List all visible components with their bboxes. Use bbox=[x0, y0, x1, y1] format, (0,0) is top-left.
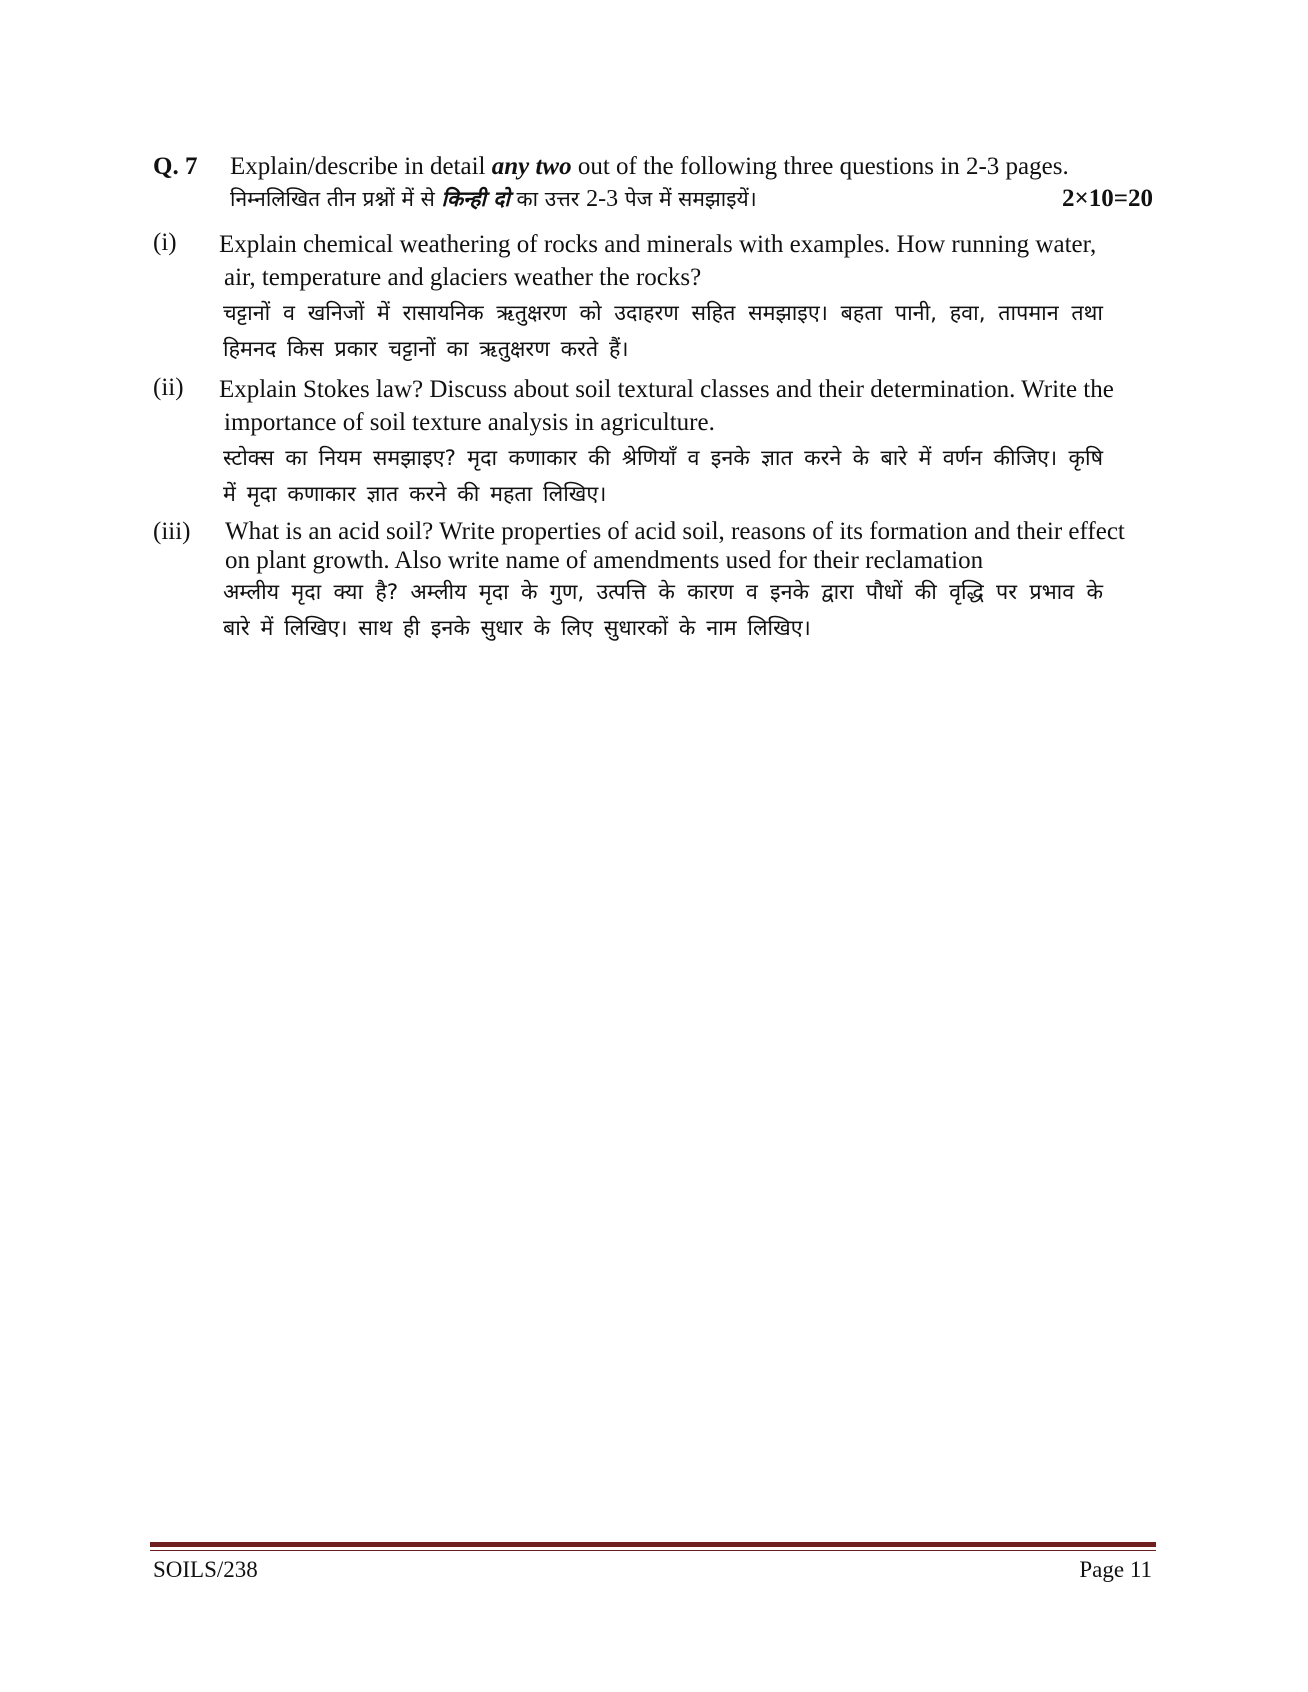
sub-question-hindi: स्टोक्स का नियम समझाइए? मृदा कणाकार की श्रेणियाँ व इनके ज्ञात करने के बारे में वर्णन कीजिए। कृषि में मृदा कणाकार ज्ञात करने की महता लिखिए। bbox=[223, 446, 1103, 507]
instruction-hi-pages: 2-3 bbox=[586, 186, 619, 212]
sub-question-english-line-1: Explain chemical weathering of rocks and minerals with examples. How running water, bbox=[219, 231, 1097, 258]
question-instruction-hindi bbox=[230, 184, 757, 214]
sub-question-english-line-2: importance of soil texture analysis in agriculture. bbox=[224, 409, 715, 436]
sub-question-body bbox=[219, 373, 1154, 513]
sub-question-hindi: अम्लीय मृदा क्या है? अम्लीय मृदा के गुण, उत्पत्ति के कारण व इनके द्वारा पौधों की वृद्धि पर प्रभाव के बारे में लिखिए। साथ ही इनके सुधार के लिए सुधारकों के नाम लिखिए। bbox=[223, 580, 1103, 641]
sub-question-english-line-2: air, temperature and glaciers weather the rocks? bbox=[224, 264, 702, 291]
footer-rule-thick bbox=[150, 1542, 1156, 1547]
marks-allocation: 2×10=20 bbox=[1062, 185, 1153, 212]
instruction-hi-mid: का उत्तर bbox=[509, 187, 587, 211]
instruction-hi-post: पेज में समझाइयें। bbox=[618, 187, 757, 211]
sub-question-body bbox=[219, 228, 1154, 368]
footer-rule-thin bbox=[150, 1550, 1156, 1551]
instruction-en-pre: Explain/describe in detail bbox=[230, 153, 492, 180]
question-instruction-english bbox=[230, 152, 1069, 182]
footer-course-code: SOILS/238 bbox=[153, 1557, 258, 1582]
sub-question-label: (ii) bbox=[153, 374, 184, 401]
instruction-hi-emphasis: किन्ही दो bbox=[441, 187, 510, 211]
sub-question-english-line-2: on plant growth. Also write name of amendments used for their reclamation bbox=[225, 547, 984, 574]
sub-question-english-line-1: Explain Stokes law? Discuss about soil textural classes and their determination. Write the bbox=[219, 376, 1114, 403]
sub-question-label: (i) bbox=[153, 229, 177, 256]
sub-question-label: (iii) bbox=[153, 518, 191, 545]
sub-question-english-line-1: What is an acid soil? Write properties of acid soil, reasons of its formation and their effect bbox=[225, 518, 1125, 545]
sub-question-english bbox=[225, 517, 1155, 575]
instruction-hi-pre: निम्नलिखित तीन प्रश्नों में से bbox=[230, 187, 442, 211]
sub-question-english bbox=[219, 228, 1154, 294]
footer-page-number: Page 11 bbox=[1079, 1557, 1152, 1582]
sub-question-body bbox=[225, 517, 1155, 647]
question-number: Q. 7 bbox=[153, 153, 198, 180]
sub-question-hindi: चट्टानों व खनिजों में रासायनिक ऋतुक्षरण को उदाहरण सहित समझाइए। बहता पानी, हवा, तापमान तथा हिमनद किस प्रकार चट्टानों का ऋतुक्षरण करते हैं। bbox=[223, 301, 1103, 362]
sub-question-english bbox=[219, 373, 1154, 439]
instruction-en-emphasis: any two bbox=[491, 153, 572, 180]
instruction-en-post: out of the following three questions in 2-3 pages. bbox=[571, 153, 1069, 180]
